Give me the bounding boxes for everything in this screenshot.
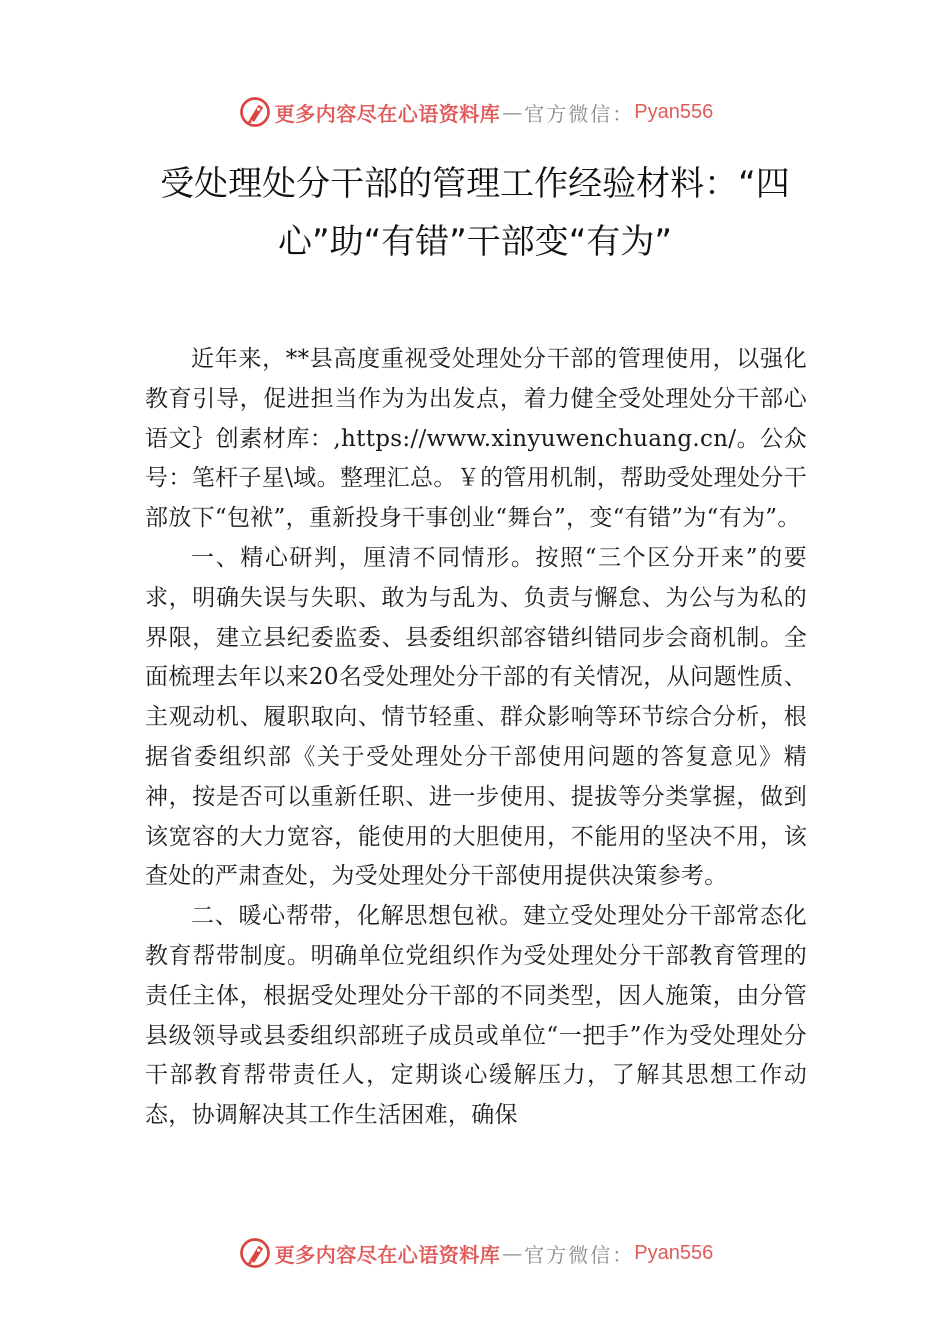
pen-nib-logo-icon (237, 1235, 273, 1271)
paragraph-section-one: 一、精心研判，厘清不同情形。按照“三个区分开来”的要求，明确失误与失职、敢为与乱为、负责与懈怠、为公与为私的界限，建立县纪委监委、县委组织部容错纠错同步会商机制。全面梳理去年以来20名受处理处分干部的有关情况，从问题性质、主观动机、履职取向、情节轻重、群众影响等环节综合分析，根据省委组织部《关于受处理处分干部使用问题的答复意见》精神，按是否可以重新任职、进一步使用、提拔等分类掌握，做到该宽容的大力宽容，能使用的大胆使用，不能用的坚决不用，该查处的严肃查处，为受处理处分干部使用提供决策参考。 (145, 544, 807, 890)
header-watermark-banner (0, 90, 950, 134)
banner-wechat-label: 官方微信： (524, 1242, 635, 1267)
footer-watermark-banner (0, 1231, 950, 1275)
document-body (145, 340, 807, 1136)
document-title: 受处理处分干部的管理工作经验材料：“四心”助“有错”干部变“有为” (160, 164, 790, 262)
banner-wechat-id: Pyan556 (634, 100, 714, 123)
banner-brand-text: 更多内容尽在心语资料库 (274, 101, 501, 126)
banner-brand-text: 更多内容尽在心语资料库 (274, 1242, 501, 1267)
paragraph-section-two: 二、暖心帮带，化解思想包袱。建立受处理处分干部常态化教育帮带制度。明确单位党组织作为受处理处分干部教育管理的责任主体，根据受处理处分干部的不同类型，因人施策，由分管县级领导或县委组织部班子成员或单位“一把手”作为受处理处分干部教育帮带责任人，定期谈心缓解压力，了解其思想工作动态，协调解决其工作生活困难，确保 (145, 903, 807, 1129)
banner-wechat-id: Pyan556 (634, 1241, 714, 1264)
pen-nib-logo-icon (237, 94, 273, 130)
banner-dash: — (502, 100, 523, 124)
banner-dash: — (502, 1241, 523, 1265)
paragraph-intro: 近年来，**县高度重视受处理处分干部的管理使用，以强化教育引导，促进担当作为为出发点，着力健全受处理处分干部心语文｝创素材库：,https://www.xinyuwenchuang.cn/。公众号：笔杆子星\域。整理汇总。￥的管用机制，帮助受处理处分干部放下“包袱”，重新投身干事创业“舞台”，变“有错”为“有为”。 (145, 346, 807, 532)
banner-wechat-label: 官方微信： (524, 101, 635, 126)
